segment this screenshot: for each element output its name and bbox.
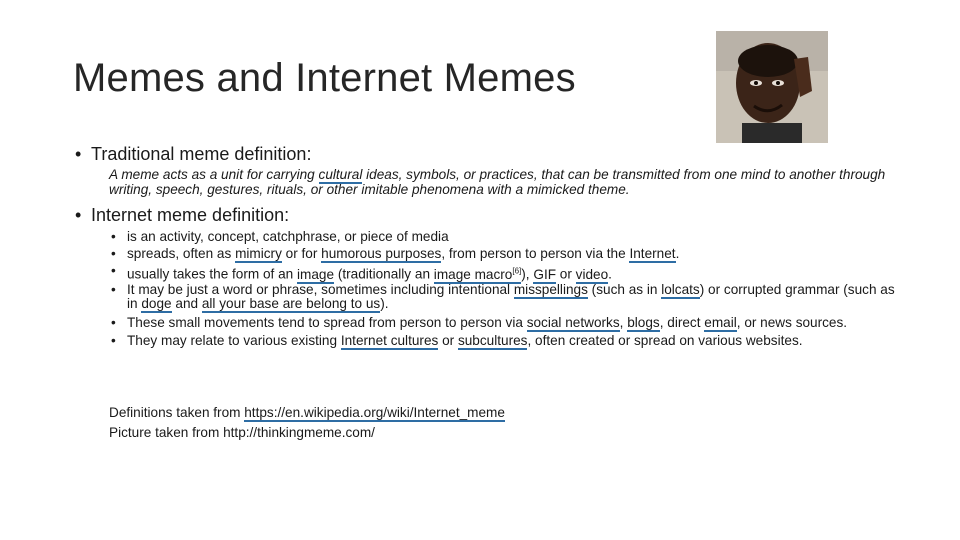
list-item: • is an activity, concept, catchphrase, or piece of media [109,228,899,245]
internet-meme-list [109,228,899,349]
link-cultural[interactable]: cultural [318,167,363,182]
link-social-networks[interactable]: social networks [526,314,620,330]
list-item: • It may be just a word or phrase, sometimes including intentional misspellings (such as in lolcats) or corrupted grammar (such as in doge and all your base are belong to us). [109,283,899,312]
picture-source: Picture taken from http://thinkingmeme.com/ [109,425,375,440]
link-lolcats[interactable]: lolcats [661,281,700,297]
link-humorous-purposes[interactable]: humorous purposes [321,246,442,261]
link-image[interactable]: image [297,266,335,282]
list-item: • usually takes the form of an image (traditionally an image macro[6]), GIF or video. [109,262,899,283]
link-blogs[interactable]: blogs [627,314,660,330]
link-misspellings[interactable]: misspellings [513,281,588,297]
traditional-meme-definition: A meme acts as a unit for carrying cultural ideas, symbols, or practices, that can be transmitted from one mind to another through writing, speech, gestures, rituals, or other imitable phenomena with a mimicked theme. [109,167,886,197]
definitions-source: Definitions taken from https://en.wikipedia.org/wiki/Internet_meme [109,405,505,420]
citation-sup[interactable]: [6] [512,266,522,275]
wikipedia-link[interactable]: https://en.wikipedia.org/wiki/Internet_meme [244,405,505,420]
slide-title: Memes and Internet Memes [73,56,576,100]
link-video[interactable]: video [575,266,609,282]
list-item: • spreads, often as mimicry or for humorous purposes, from person to person via the Internet. [109,245,899,262]
link-email[interactable]: email [704,314,737,330]
thinking-meme-photo [716,31,828,143]
bullet-label: Internet meme definition: [91,205,290,225]
link-gif[interactable]: GIF [533,266,557,282]
link-all-your-base[interactable]: all your base are belong to us [201,296,381,312]
link-subcultures[interactable]: subcultures [457,333,528,349]
bullet-label: Traditional meme definition: [91,144,312,164]
link-internet-cultures[interactable]: Internet cultures [340,333,439,349]
link-doge[interactable]: doge [141,296,172,312]
bullet-internet-meme: • Internet meme definition: [75,205,290,225]
link-mimicry[interactable]: mimicry [235,246,282,261]
list-item: • They may relate to various existing Internet cultures or subcultures, often created or spread on various websites. [109,334,899,349]
list-item: • These small movements tend to spread from person to person via social networks, blogs, direct email, or news sources. [109,316,899,331]
link-image-macro[interactable]: image macro[6] [433,266,522,282]
sources [109,403,505,443]
bullet-traditional-meme: • Traditional meme definition: [75,144,312,164]
link-internet[interactable]: Internet [629,246,676,261]
